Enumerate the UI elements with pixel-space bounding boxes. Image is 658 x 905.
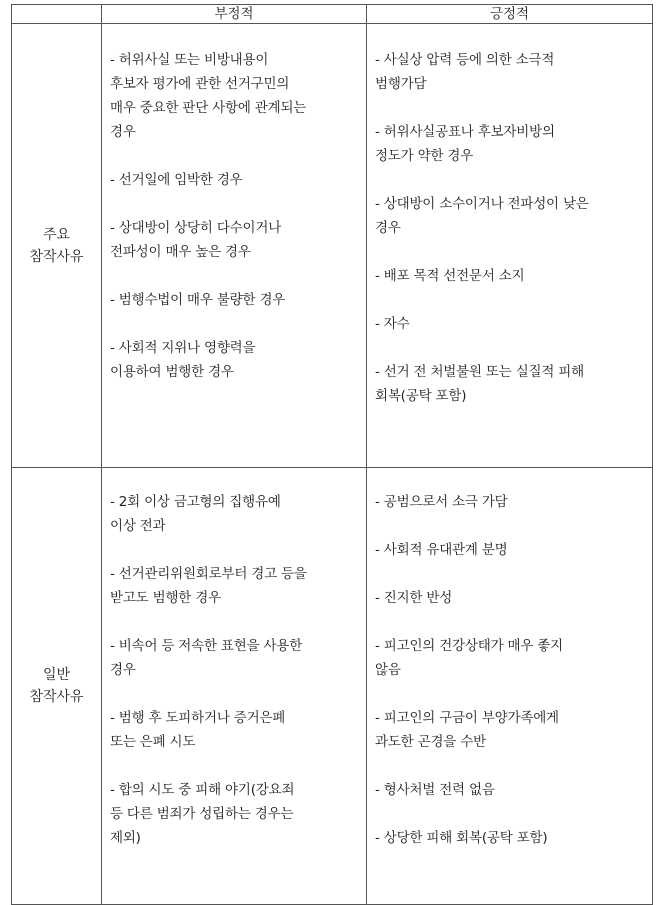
list-item-line: 등 다른 범죄가 성립하는 경우는 [110,806,294,822]
list-item [375,192,642,240]
sentencing-factors-table [11,4,653,905]
header-negative: 부정적 [102,5,367,24]
list-item-line: - 허위사실공표나 후보자비방의 [375,124,555,140]
list-item [375,360,642,408]
list-item-line: 받고도 범행한 경우 [110,590,221,606]
list-item-line: 제외) [110,830,141,846]
list-item-line: - 사실상 압력 등에 의한 소극적 [375,52,555,68]
list-item-line: 이용하여 범행한 경우 [110,364,234,380]
list-item [110,634,356,682]
list-item-line: 과도한 곤경을 수반 [375,734,486,750]
list-item-line: - 자수 [375,316,410,332]
list-item-line: 정도가 약한 경우 [375,148,474,164]
list-item [375,490,642,514]
positive-list [367,24,653,468]
list-item-line: - 선거 전 처벌불원 또는 실질적 피해 [375,364,584,380]
list-item-line: - 배포 목적 선전문서 소지 [375,268,525,284]
list-item-line: 않음 [375,662,401,678]
list-item-line: - 허위사실 또는 비방내용이 [110,52,269,68]
list-item [375,538,642,562]
header-positive: 긍정적 [367,5,653,24]
list-item-line: 경우 [110,124,136,140]
category-label-line1: 주요 [42,226,71,243]
list-item-line: - 공범으로서 소극 가담 [375,494,508,510]
list-item-line: - 범행수법이 매우 불량한 경우 [110,292,286,308]
list-item [110,288,356,312]
list-item-line: 경우 [110,662,136,678]
list-item-line: - 선거일에 임박한 경우 [110,172,243,188]
category-label-line1: 일반 [42,667,71,683]
category-major [12,24,102,468]
list-item [110,778,356,850]
list-item-line: 범행가담 [375,76,427,92]
category-label-line2: 참작사유 [29,248,84,265]
list-item-line: 전파성이 매우 높은 경우 [110,244,251,260]
list-item-line: - 상대방이 소수이거나 전파성이 낮은 [375,196,589,212]
list-item-line: - 선거관리위원회로부터 경고 등을 [110,566,307,582]
list-item-line: - 상당한 피해 회복(공탁 포함) [375,830,548,846]
list-item-line: 또는 은폐 시도 [110,734,196,750]
list-item-line: 경우 [375,220,401,236]
list-item [375,586,642,610]
list-item-line: - 형사처벌 전력 없음 [375,782,495,798]
list-item [375,48,642,96]
list-item-line: - 2회 이상 금고형의 집행유예 [110,494,281,510]
list-item-line: - 비속어 등 저속한 표현을 사용한 [110,638,303,654]
positive-list [367,468,653,905]
list-item [110,490,356,538]
list-item [110,562,356,610]
list-item [375,826,642,850]
list-item [375,120,642,168]
list-item-line: - 범행 후 도피하거나 증거은폐 [110,710,286,726]
list-item-line: - 사회적 유대관계 분명 [375,542,508,558]
negative-list [102,468,367,905]
list-item-line: - 상대방이 상당히 다수이거나 [110,220,282,236]
list-item [375,706,642,754]
negative-list [102,24,367,468]
list-item [110,168,356,192]
list-item [375,264,642,288]
list-item-line: - 합의 시도 중 피해 야기(강요죄 [110,782,295,798]
list-item-line: - 사회적 지위나 영향력을 [110,340,256,356]
list-item-line: 회복(공탁 포함) [375,388,467,404]
list-item-line: - 진지한 반성 [375,590,453,606]
list-item [110,216,356,264]
list-item-line: 이상 전과 [110,518,166,534]
list-item [110,48,356,144]
list-item [110,706,356,754]
list-item [375,778,642,802]
list-item-line: 후보자 평가에 관한 선거구민의 [110,76,290,92]
list-item [110,336,356,384]
row-general-factors [12,468,653,905]
list-item [375,634,642,682]
list-item [375,312,642,336]
header-empty-cell [12,5,102,24]
list-item-line: - 피고인의 건강상태가 매우 좋지 [375,638,563,654]
list-item-line: - 피고인의 구금이 부양가족에게 [375,710,559,726]
category-general [12,468,102,905]
row-major-factors [12,24,653,468]
list-item-line: 매우 중요한 판단 사항에 관계되는 [110,100,307,116]
category-label-line2: 참작사유 [29,689,84,705]
header-row [12,5,653,24]
